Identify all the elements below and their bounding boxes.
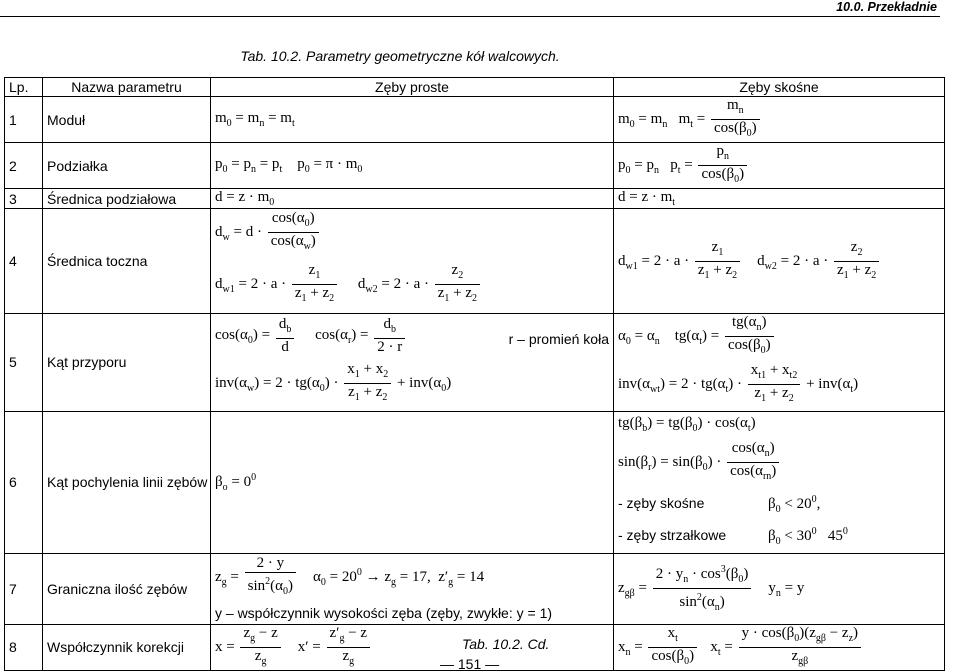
row-name: Podziałka bbox=[43, 143, 211, 189]
row-number: 4 bbox=[5, 209, 43, 314]
formula-straight: $z_g$ = $\frac{2 \cdot y}{\sin^2(\alpha_0)}$ $\alpha_0 = 20^0 \to z_g = 17$, $z'_g = 14$ y – współczynnik wysokości zęba (zęby, zwykłe: y = 1) bbox=[211, 553, 614, 624]
formula-helical: $z_{g\beta}$ = $\frac{2 \cdot y_n \cdot \cos^3(\beta_0)}{\sin^2(\alpha_n)}$ $y_n = y$ bbox=[614, 553, 945, 624]
row-number: 5 bbox=[5, 314, 43, 412]
formula-helical: $d = z \cdot m_t$ bbox=[614, 189, 945, 209]
y-description: y – współczynnik wysokości zęba (zęby, zwykłe: y = 1) bbox=[215, 604, 553, 621]
section-header: 10.0. Przekładnie bbox=[836, 0, 937, 14]
header-name: Nazwa parametru bbox=[43, 78, 211, 97]
page-number-value: 151 bbox=[457, 656, 482, 672]
row-rolling-diameter bbox=[5, 209, 945, 314]
row-pressure-angle bbox=[5, 314, 945, 412]
row-name: Moduł bbox=[43, 97, 211, 143]
formula-straight: $d = z \cdot m_0$ bbox=[211, 189, 614, 209]
row-number: 1 bbox=[5, 97, 43, 143]
formula-straight: $p_0 = p_n = p_t$ $p_0 = \pi \cdot m_0$ bbox=[211, 143, 614, 189]
page-number: — 151 — bbox=[440, 656, 500, 672]
row-helix-angle bbox=[5, 411, 945, 553]
header-rule bbox=[0, 16, 940, 17]
row-number: 3 bbox=[5, 189, 43, 209]
row-module bbox=[5, 97, 945, 143]
row-number: 7 bbox=[5, 553, 43, 624]
radius-note: r – promień koła bbox=[508, 330, 609, 347]
formula-helical: $tg(\beta_b) = tg(\beta_0) \cdot \cos(\alpha_t)$ $\sin(\beta_r) = \sin(\beta_0)$ · $\cos(\alpha_n)$ $\cos(\alpha_{rn})$ - zęby skośne $\beta_0 < 20^0$, - zęby strzałkowe $\beta_0 < 30^0$ $45^0$ bbox=[614, 411, 945, 553]
formula-helical: $x_n$ = $\frac{x_t}{\cos(\beta_0)}$ $x_t$ = $y \cdot \cos(\beta_0)(z_{g\beta} - z_z)$ $z_{g\beta}$ bbox=[614, 624, 945, 670]
row-name: Graniczna ilość zębów bbox=[43, 553, 211, 624]
herringbone-note: - zęby strzałkowe bbox=[618, 526, 727, 543]
formula-straight: $\beta_o = 0^0$ bbox=[211, 411, 614, 553]
formula-straight: $\cos(\alpha_0)$ = $\frac{d_b}{d}$ $\cos(\alpha_r)$ = $\frac{d_b}{2 \cdot r}$ r – promień koła $inv(\alpha_w) = 2 \cdot tg(\alpha_0)$ · $\frac{x_1 + x_2}{z_1 + z_2}$ + $inv(\alpha_0)$ bbox=[211, 314, 614, 412]
table-caption: Tab. 10.2. Parametry geometryczne kół walcowych. bbox=[240, 48, 560, 64]
continuation-caption: Tab. 10.2. Cd. bbox=[462, 636, 550, 652]
row-name: Średnica podziałowa bbox=[43, 189, 211, 209]
row-name: Współczynnik korekcji bbox=[43, 624, 211, 670]
helical-note: - zęby skośne bbox=[618, 494, 705, 511]
formula-helical: $m_0 = m_n$ $m_t$ = $\frac{m_n}{\cos(\beta_0)}$ bbox=[614, 97, 945, 143]
header-lp: Lp. bbox=[5, 78, 43, 97]
formula-helical: $\alpha_0 = \alpha_n$ $tg(\alpha_t)$ = $\frac{tg(\alpha_n)}{\cos(\beta_0)}$ $inv(\alpha_{wt}) = 2 \cdot tg(\alpha_t)$ · $\frac{x_{t1} + x_{t2}}{z_1 + z_2}$ + $inv(\alpha_t)$ bbox=[614, 314, 945, 412]
formula-straight: $d_w = d$ · $\frac{\cos(\alpha_0)}{\cos(\alpha_w)}$ $d_{w1} = 2 \cdot a$ · $\frac{z_1}{z_1 + z_2}$ $d_{w2} = 2 \cdot a$ · $\frac{z_2}{z_1 + z_2}$ bbox=[211, 209, 614, 314]
formula-helical: $p_0 = p_n$ $p_t$ = $\frac{p_n}{\cos(\beta_0)}$ bbox=[614, 143, 945, 189]
header-helical: Zęby skośne bbox=[614, 78, 945, 97]
formula-straight: x = $\frac{z_g - z}{z_g}$ x′ = $\frac{z'_g - z}{z_g}$ bbox=[211, 624, 614, 670]
row-name: Kąt pochylenia linii zębów bbox=[43, 411, 211, 553]
row-pitch-diameter bbox=[5, 189, 945, 209]
formula-helical: $d_{w1} = 2 \cdot a$ · $\frac{z_1}{z_1 + z_2}$ $d_{w2} = 2 \cdot a$ · $\frac{z_2}{z_1 + z_2}$ bbox=[614, 209, 945, 314]
header-row bbox=[5, 78, 945, 97]
row-number: 6 bbox=[5, 411, 43, 553]
row-name: Średnica toczna bbox=[43, 209, 211, 314]
row-min-teeth bbox=[5, 553, 945, 624]
row-number: 2 bbox=[5, 143, 43, 189]
formula-straight: $m_0 = m_n = m_t$ bbox=[211, 97, 614, 143]
parameters-table bbox=[4, 77, 945, 671]
row-pitch bbox=[5, 143, 945, 189]
header-straight: Zęby proste bbox=[211, 78, 614, 97]
row-number: 8 bbox=[5, 624, 43, 670]
row-name: Kąt przyporu bbox=[43, 314, 211, 412]
